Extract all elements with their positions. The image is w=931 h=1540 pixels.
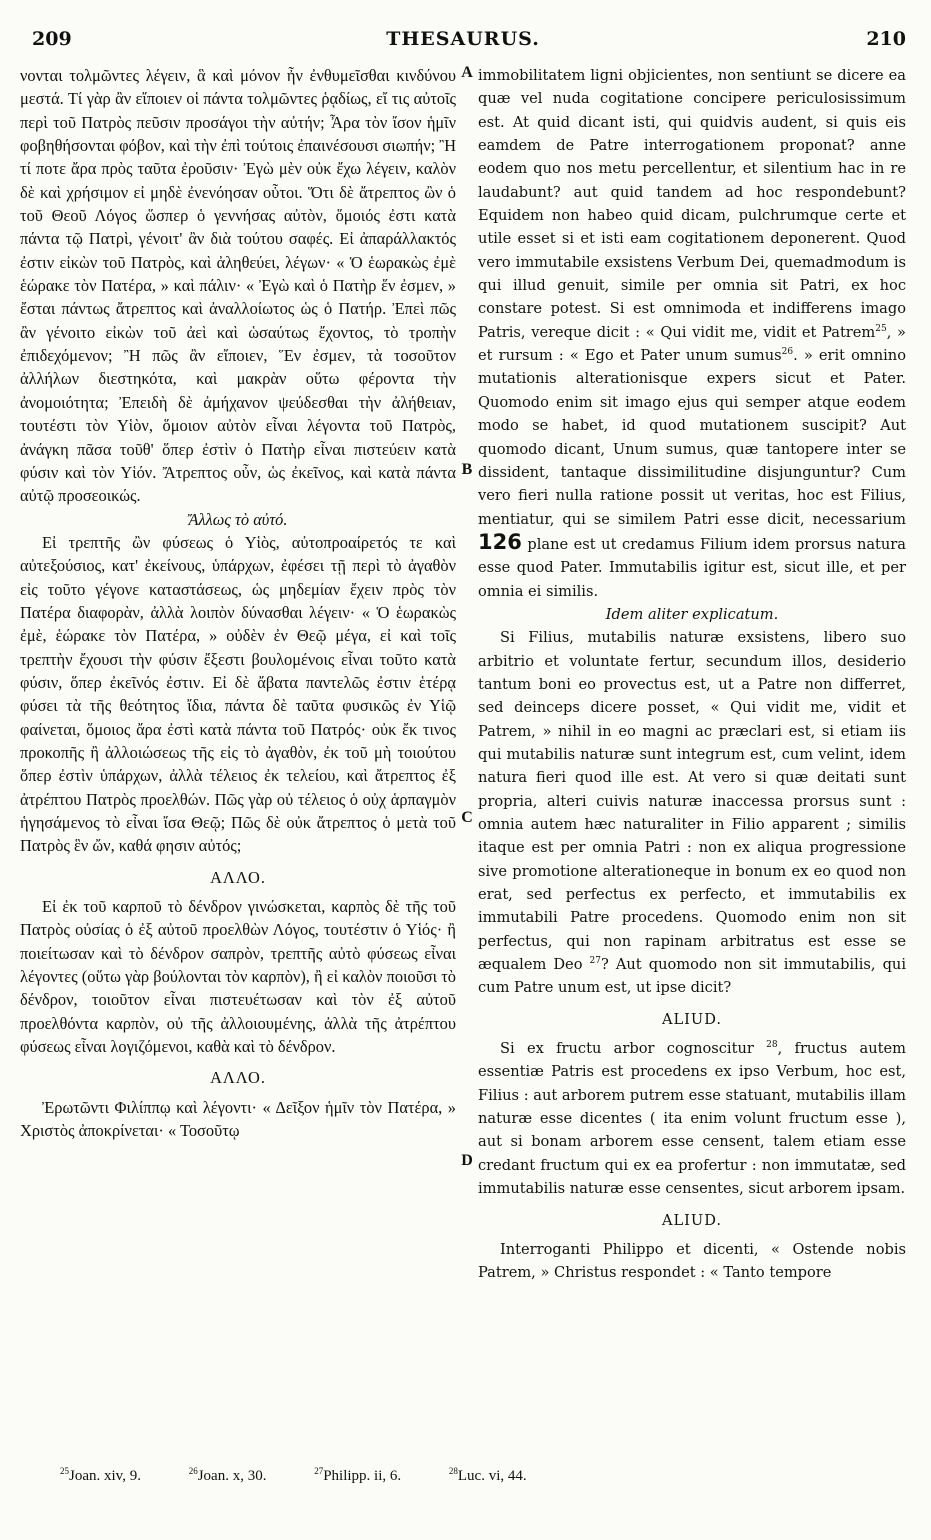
latin-text: , » et rursum : « Ego et Pater unum sumus [478, 323, 906, 365]
footnote [314, 1468, 423, 1484]
latin-text: , fructus autem essentiæ Patris est procedens ex ipso Verbum, hoc est, Filius : aut arborem putrem esse statuant, mutabilis illam naturæ esse dicentes ( ita enim volunt fructum esse ), aut si bonam arborem esse censent, talem etiam esse credant fructum qui ex ea profertur : non immutatæ, sed immutabilis naturæ esse censentes, sicut arborem ipsam. [478, 1040, 906, 1198]
greek-heading-2: ΑΛΛΟ. [210, 867, 266, 887]
footnote-number: 27 [314, 1466, 324, 1476]
page [20, 28, 906, 1518]
greek-paragraph-1: νονται τολμῶντες λέγειν, ἃ καὶ μόνον ἦν ἐνθυμεῖσθαι κινδύνου μεστά. Τί γὰρ ἂν εἴποιεν οἱ πάντα τολμῶντες ῥᾳδίως, εἴ τις αὐτοῖς περὶ τοῦ Πατρὸς πεῦσιν προσάγοι τὴν αὐτήν; Ἆρα τὸν ἴσον ἡμῖν φοβηθήσονται φόβον, καὶ τὴν ἐπὶ τούτοις ἐπαινέσουσι σιωπήν; Ἢ τί ποτε ἄρα πρὸς ταῦτα ἐροῦσιν· Ἐγὼ μὲν οὐκ ἔχω λέγειν, καλὸν δὲ καὶ χρήσιμον εἰ μηδὲ ἐνενόησαν οὗτοι. Ὅτι δὲ ἄτρεπτος ὢν ὁ τοῦ Θεοῦ Λόγος ὥσπερ ὁ γεννήσας αὐτὸν, ὅμοιός ἐστι κατὰ πάντα τῷ Πατρὶ, γένοιτ' ἂν διὰ τούτου σαφές. Εἰ ἀπαράλλακτός ἐστιν εἰκὼν τοῦ Πατρὸς, καὶ ἀληθεύει, λέγων· « Ὁ ἑωρακὼς ἐμὲ ἑώρακε τὸν Πατέρα, » καὶ πάλιν· « Ἐγὼ καὶ ὁ Πατὴρ ἕν ἐσμεν, » ἔσται πάντως ἄτρεπτος καὶ ἀναλλοίωτος ὡς ὁ Πατήρ. Ἐπεὶ πῶς ἂν γένοιτο εἰκὼν τοῦ ἀεὶ καὶ ὡσαύτως ἔχοντος, τὸ τροπὴν ἐπιδεχόμενον; Ἢ πῶς ἂν εἴποιεν, Ἕν ἐσμεν, τὰ τοσοῦτον ἀλλήλων διεστηκότα, καὶ μακρὰν οὕτω φέροντα τὴν ἀνομοιότητα; Ἐπειδὴ δὲ ἀμήχανον ψεύδεσθαι τὴν ἀλήθειαν, τουτέστι τὸν Υἱὸν, ὅμοιον αὐτὸν εἶναι λέγοντα τοῦ Πατρὸς, ἀνάγκη πᾶσα τοῦθ' ὅπερ ἐστὶν ὁ Πατὴρ εἶναι πιστεύειν κατὰ φύσιν καὶ τὸν Υἱόν. Ἄτρεπτος οὖν, ὡς ἐκεῖνος, καὶ κατὰ πάντα αὐτῷ προσεοικώς. [20, 66, 456, 506]
greek-column [20, 64, 456, 1142]
latin-text: Si ex fructu arbor cognoscitur [500, 1040, 754, 1058]
margin-letter-a: A [461, 64, 473, 81]
footnote-text: Joan. x, 30. [197, 1468, 267, 1484]
latin-text: plane est ut credamus Filium idem prorsus natura esse quod Pater. Immutabilis igitur est, sicut ille, et per omnia ei similis. [478, 535, 906, 600]
margin-letter-d: D [461, 1152, 473, 1169]
latin-text: ? Aut quomodo non sit immutabilis, qui cum Patre unum est, ut ipse dicit? [478, 956, 906, 997]
running-head [20, 28, 906, 56]
footnotes [60, 1468, 920, 1485]
footnote-ref: 27 [589, 956, 601, 967]
greek-paragraph-3: Εἰ ἐκ τοῦ καρποῦ τὸ δένδρον γινώσκεται, καρπὸς δὲ τῆς τοῦ Πατρὸς οὐσίας ὁ ἐξ αὐτοῦ προελθὼν Λόγος, τουτέστιν ὁ Υἱός· ἢ ποιείτωσαν καὶ τὸ δένδρον σαπρὸν, τρεπτῆς αὐτὸ φύσεως εἶναι λέγοντες (οὕτω γὰρ βούλονται τὸν καρπὸν), ἢ εἰ καλὸν ποιοῦσι τὸ δένδρον, τοιοῦτον εἶναι πιστευέτωσαν καὶ τὸν ἐξ αὐτοῦ προελθόντα καρπὸν, οὐ τῆς ἀλλοιουμένης, ἀλλὰ τῆς ἀτρέπτου φύσεως εἶναι λογιζόμενοι, καθὰ καὶ τὸ δένδρον. [20, 897, 456, 1057]
latin-paragraph-3 [478, 1037, 906, 1200]
footnote-number: 26 [188, 1466, 198, 1476]
footnote-ref: 28 [766, 1040, 778, 1051]
footnote [60, 1468, 163, 1484]
greek-paragraph-2: Εἰ τρεπτῆς ὢν φύσεως ὁ Υἱὸς, αὐτοπροαίρετός τε καὶ αὐτεξούσιος, κατ' ἐκείνους, ὑπάρχων, ἐφέσει τῇ περὶ τὸ ἀγαθὸν εἰς τοῦτο γέγονε καταστάσεως, ὡς μηδεμίαν ἔχειν πρὸς τὸν Πατέρα διαφορὰν, ἀλλὰ λοιπὸν δύνασθαι λέγειν· « Ὁ ἑωρακὼς ἐμὲ, ἑώρακε τὸν Πατέρα, » οὐδὲν ἐν Θεῷ μέγα, εἰ καὶ τοῖς τρεπτὴν ἔχουσι τὴν φύσιν ἔξεστι βουλομένοις εἶναι τοῦτο κατὰ φύσιν, ὅπερ ἐκεῖνός ἐστιν. Εἰ δὲ ἄβατα παντελῶς ἐστιν ἑτέρᾳ φύσει τὰ τῆς θεότητος ἴδια, πάντα δὲ ταῦτα φυσικῶς ἐν Υἱῷ φαίνεται, ὅμοιος ἄρα ἐστὶ κατὰ πάντα τοῦ Πατρός· οὐκ ἔκ τινος προκοπῆς ἢ ἀλλοιώσεως τῆς εἰς τὸ ἀγαθὸν, ἐκ τοῦ μὴ τοιούτου ὅπερ ἐστὶν ὑπάρχων, ἀλλὰ τέλειος ἐκ τελείου, καὶ ἄτρεπτος ἐξ ἀτρέπτου Πατρὸς προελθών. Πῶς γὰρ οὐ τέλειος ὁ οὐχ ἁρπαγμὸν ἡγησάμενος τὸ εἶναι ἴσα Θεῷ; Πῶς δὲ οὐκ ἄτρεπτος ὁ μετὰ τοῦ Πατρὸς ἓν ὤν, καθά φησιν αὐτός; [20, 532, 456, 856]
running-title: THESAURUS. [386, 28, 540, 50]
latin-heading-3: ALIUD. [661, 1211, 723, 1229]
latin-paragraph-2 [478, 626, 906, 1000]
latin-text: Si Filius, mutabilis naturæ exsistens, libero suo arbitrio et voluntate fertur, secundum illos, desiderio tantum boni eo provectus est, ut a Patre non differret, sed deinceps dicere posset, « Qui vidit me, vidit et Patrem, » nihil in eo magni ac præclari est, si etiam iis qui mutabilis naturæ sunt integrum est, cum velint, idem natura fieri quod ille est. At vero si quæ deitati sunt propria, alteri cuivis naturæ inaccessa prorsus sunt : omnia autem hæc naturaliter in Filio apparent ; similis itaque est per omnia Patri : non ex aliqua progressione sive promotione alterationeque in bonum ex eo quod non erat, sed perfectus ex perfecto, et immutabilis ex immutabili Patre procedens. Quomodo enim non sit perfectus, qui non rapinam arbitratus est esse se æqualem Deo [478, 629, 906, 974]
footnote-text: Philipp. ii, 6. [323, 1468, 402, 1484]
greek-heading-3: ΑΛΛΟ. [210, 1068, 266, 1088]
footnote-number: 25 [60, 1466, 69, 1476]
footnote-ref: 25 [875, 323, 887, 334]
footnote [449, 1468, 549, 1484]
page-number-left: 209 [32, 28, 72, 50]
margin-letter-b: B [461, 461, 473, 478]
latin-column [478, 64, 906, 1285]
latin-text: . » erit omnino mutationis alterationisque expers sicut et Pater. Quomodo enim sit imago ejus qui semper atque eodem modo se habet, id quod mutationem suscipit? Aut quomodo dicant, Unum sumus, quæ tantopere inter se dissident, tantaque dissimilitudine disjunguntur? Cum vero fieri nulla ratione possit ut veritas, hoc est Filius, mentiatur, qui se similem Patri esse dicit, necessarium [478, 347, 906, 528]
greek-paragraph-4: Ἐρωτῶντι Φιλίππῳ καὶ λέγοντι· « Δεῖξον ἡμῖν τὸν Πατέρα, » Χριστὸς ἀποκρίνεται· « Τοσοῦτῳ [20, 1097, 456, 1141]
latin-paragraph-4: Interroganti Philippo et dicenti, « Ostende nobis Patrem, » Christus respondet : « Tanto tempore [478, 1240, 906, 1282]
latin-heading-2: ALIUD. [661, 1010, 723, 1028]
latin-text: immobilitatem ligni objicientes, non sentiunt se dicere ea quæ vel nuda cogitatione concipere periculosissimum est. At quid dicant isti, qui quidvis audent, si quis eis eamdem de Patre interrogationem proponat? anne eodem quo nos metu percellentur, et silentium hac in re laudabunt? aut quid tandem ad hoc respondebunt? Equidem non habeo quid dicam, pulchrumque certe et utile esset si et isti eam cogitationem deponerent. Quod vero immutabile exsistens Verbum Dei, quemadmodum is qui illud genuit, simile per omnia sit Patri, ex hoc constare potest. Si est omnimoda et indifferens imago Patris, vereque dicit : « Qui vidit me, vidit et Patrem [478, 67, 906, 341]
latin-paragraph-1 [478, 64, 906, 603]
footnote-text: Joan. xiv, 9. [69, 1468, 141, 1484]
footnote [189, 1468, 289, 1484]
latin-heading-1: Idem aliter explicatum. [605, 605, 779, 623]
margin-letter-c: C [461, 809, 473, 826]
greek-heading-1: Ἄλλως τὸ αὐτό. [188, 509, 288, 529]
footnote-text: Luc. vi, 44. [457, 1468, 527, 1484]
footnote-ref: 26 [781, 347, 794, 358]
page-number-right: 210 [866, 28, 906, 50]
footnote-number: 28 [448, 1466, 458, 1476]
column-number: 126 [478, 529, 522, 554]
